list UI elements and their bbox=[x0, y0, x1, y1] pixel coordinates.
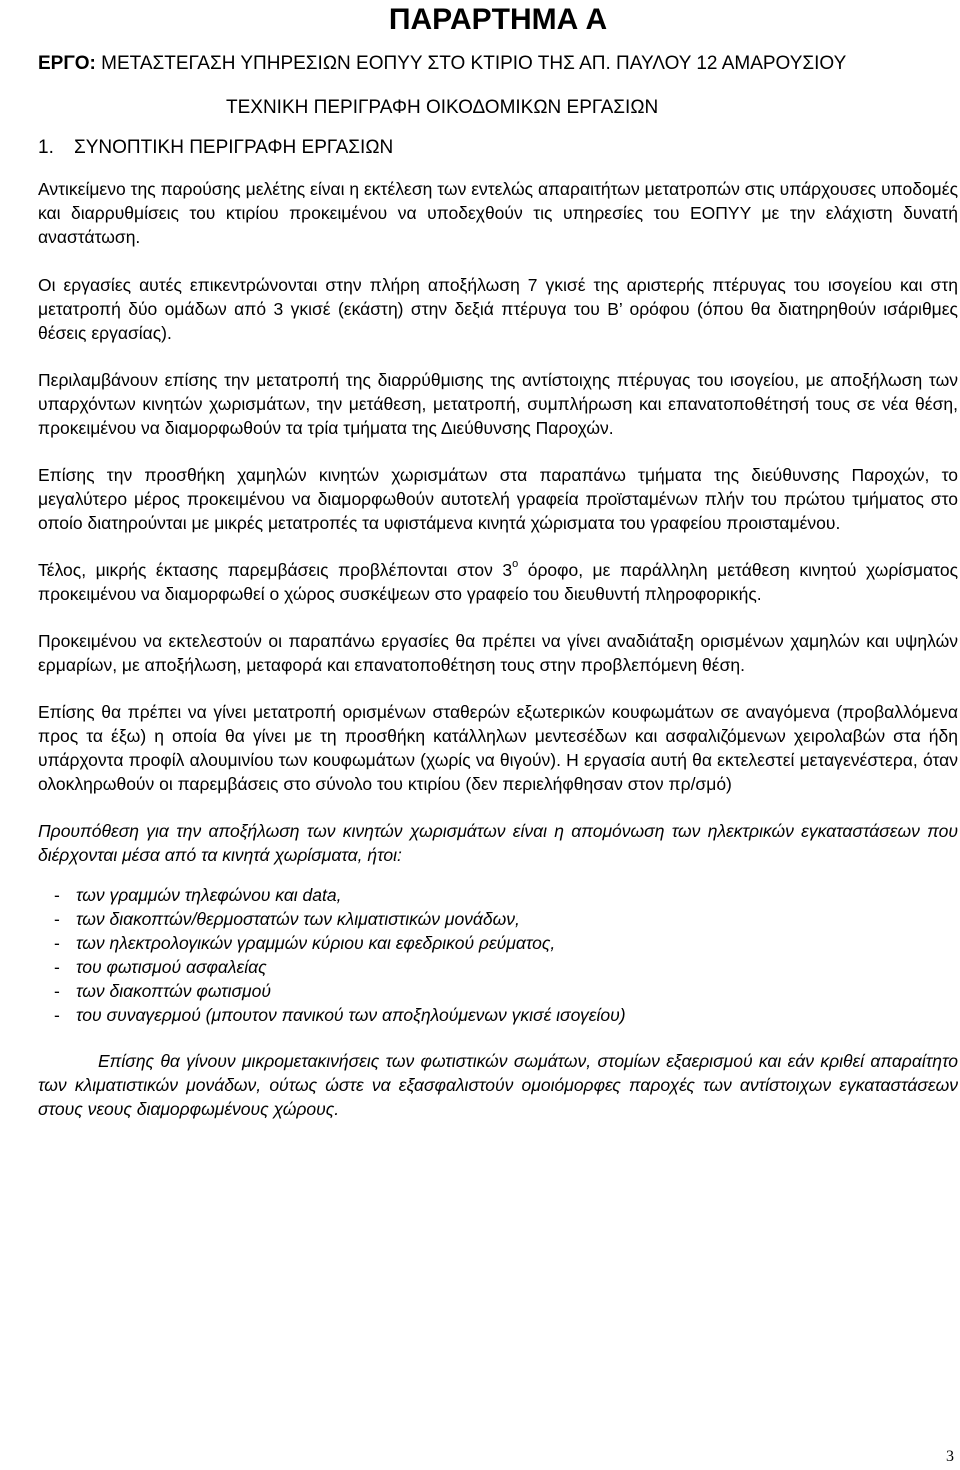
paragraph-2: Οι εργασίες αυτές επικεντρώνονται στην πλήρη αποξήλωση 7 γκισέ της αριστερής πτέρυγας του ισογείου και στη μετατροπή δύο ομάδων από 3 γκισέ (εκάστη) στην δεξιά πτέρυγα του Β’ ορόφου (όπου θα διατηρηθούν ισάριθμες θέσεις εργασίας). bbox=[38, 275, 958, 343]
paragraph-7: Επίσης θα πρέπει να γίνει μετατροπή ορισμένων σταθερών εξωτερικών κουφωμάτων σε αναγόμενα (προβαλλόμενα προς τα έξω) η οποία θα γίνει με τη προσθήκη κατάλληλων μεντεσέδων και ασφαλιζόμενων χειρολαβών στα ήδη υπάρχοντα προφίλ αλουμινίου των κουφωμάτων (χωρίς να θιγούν). Η εργασία αυτή θα εκτελεστεί μεταγενέστερα, όταν ολοκληρωθούν οι παρεμβάσεις στο σύνολο του κτιρίου (δεν περιελήφθησαν στον πρ/σμό) bbox=[38, 702, 958, 794]
paragraph-4: Επίσης την προσθήκη χαμηλών κινητών χωρισμάτων στα παραπάνω τμήματα της διεύθυνσης Παροχών, το μεγαλύτερο μέρος προκειμένου να διαμορφωθούν αυτοτελή γραφεία προϊσταμένων πλήν του πρώτου τμήματος στο οποίο διατηρούνται με μικρές μετατροπές τα υφιστάμενα κινητά χώρισματα του γραφείου προισταμένου. bbox=[38, 465, 958, 533]
list-item bbox=[54, 979, 958, 1003]
list-dash: - bbox=[54, 1005, 60, 1025]
paragraph-6: Προκειμένου να εκτελεστούν οι παραπάνω εργασίες θα πρέπει να γίνει αναδιάταξη ορισμένων χαμηλών και υψηλών ερμαρίων, με αποξήλωση, μεταφορά και επανατοποθέτηση τους στην προβλεπόμενη θέση. bbox=[38, 631, 958, 675]
section-title: ΣΥΝΟΠΤΙΚΗ ΠΕΡΙΓΡΑΦΗ ΕΡΓΑΣΙΩΝ bbox=[74, 137, 394, 158]
list-item bbox=[54, 931, 958, 955]
paragraph-1: Αντικείμενο της παρούσης μελέτης είναι η εκτέλεση των εντελώς απαραιτήτων μετατροπών στις υπάρχουσες υποδομές και διαρρυθμίσεις του κτιρίου προκειμένου να υποδεχθούν τις υπηρεσίες του ΕΟΠΥΥ με την ελάχιστη δυνατή αναστάτωση. bbox=[38, 179, 958, 247]
italic-closing-paragraph: Επίσης θα γίνουν μικρομετακινήσεις των φωτιστικών σωμάτων, στομίων εξαερισμού και εάν κριθεί απαραίτητο των κλιματιστικών μονάδων, ούτως ώστε να εξασφαλιστούν ομοιόμορφες παροχές των αντίστοιχων εγκαταστάσεων στους νεους διαμορφωμένους χώρους. bbox=[38, 1051, 958, 1119]
list-dash: - bbox=[54, 885, 60, 905]
list-dash: - bbox=[54, 957, 60, 977]
list-item bbox=[54, 883, 958, 907]
project-line bbox=[38, 52, 958, 76]
installations-list bbox=[38, 883, 958, 1027]
list-dash: - bbox=[54, 933, 60, 953]
section-number: 1. bbox=[38, 137, 54, 158]
paragraph-5-end: όροφο, με παράλληλη μετάθεση κινητού χωρίσματος προκειμένου να διαμορφωθεί ο χώρος συσκέψεων στο γραφείο του διευθυντή πληροφορικής. bbox=[38, 560, 959, 604]
section-heading bbox=[38, 136, 958, 160]
paragraph-5 bbox=[38, 558, 958, 606]
page-number: 3 bbox=[946, 1448, 954, 1465]
list-item bbox=[54, 907, 958, 931]
document-page bbox=[38, 0, 958, 1121]
list-item-text: των διακοπτών φωτισμού bbox=[76, 981, 272, 1001]
paragraph-3: Περιλαμβάνουν επίσης την μετατροπή της διαρρύθμισης της αντίστοιχης πτέρυγας του ισογείου, με αποξήλωση των υπαρχόντων κινητών χωρισμάτων, την μετάθεση, μετατροπή, συμπλήρωση και επανατοποθέτησή τους σε νέα θέση, προκειμένου να διαμορφωθούν τα τρία τμήματα της Διεύθυνσης Παροχών. bbox=[38, 370, 958, 438]
list-item bbox=[54, 955, 958, 979]
ordinal-superscript: ο bbox=[512, 558, 519, 570]
paragraph-5-start: Τέλος, μικρής έκτασης παρεμβάσεις προβλέπονται στον 3 bbox=[38, 560, 513, 580]
list-dash: - bbox=[54, 981, 60, 1001]
document-subtitle: ΤΕΧΝΙΚΗ ΠΕΡΙΓΡΑΦΗ ΟΙΚΟΔΟΜΙΚΩΝ ΕΡΓΑΣΙΩΝ bbox=[226, 97, 659, 118]
list-item-text: των γραμμών τηλεφώνου και data, bbox=[76, 885, 342, 905]
italic-intro-paragraph: Προυπόθεση για την αποξήλωση των κινητών χωρισμάτων είναι η απομόνωση των ηλεκτρικών εγκαταστάσεων που διέρχονται μέσα από τα κινητά χωρίσματα, ήτοι: bbox=[38, 821, 958, 865]
project-name: ΜΕΤΑΣΤΕΓΑΣΗ ΥΠΗΡΕΣΙΩΝ ΕΟΠΥΥ ΣΤΟ ΚΤΙΡΙΟ ΤΗΣ ΑΠ. ΠΑΥΛΟΥ 12 ΑΜΑΡΟΥΣΙΟΥ bbox=[101, 53, 847, 74]
list-item bbox=[54, 1003, 958, 1027]
project-label: ΕΡΓΟ: bbox=[38, 53, 96, 74]
list-item-text: των διακοπτών/θερμοστατών των κλιματιστικών μονάδων, bbox=[76, 909, 520, 929]
annex-title: ΠΑΡΑΡΤΗΜΑ Α bbox=[388, 3, 608, 36]
list-item-text: του φωτισμού ασφαλείας bbox=[76, 957, 267, 977]
list-item-text: των ηλεκτρολογικών γραμμών κύριου και εφεδρικού ρεύματος, bbox=[76, 933, 556, 953]
list-item-text: του συναγερμού (μπουτον πανικού των αποξηλούμενων γκισέ ισογείου) bbox=[76, 1005, 626, 1025]
list-dash: - bbox=[54, 909, 60, 929]
